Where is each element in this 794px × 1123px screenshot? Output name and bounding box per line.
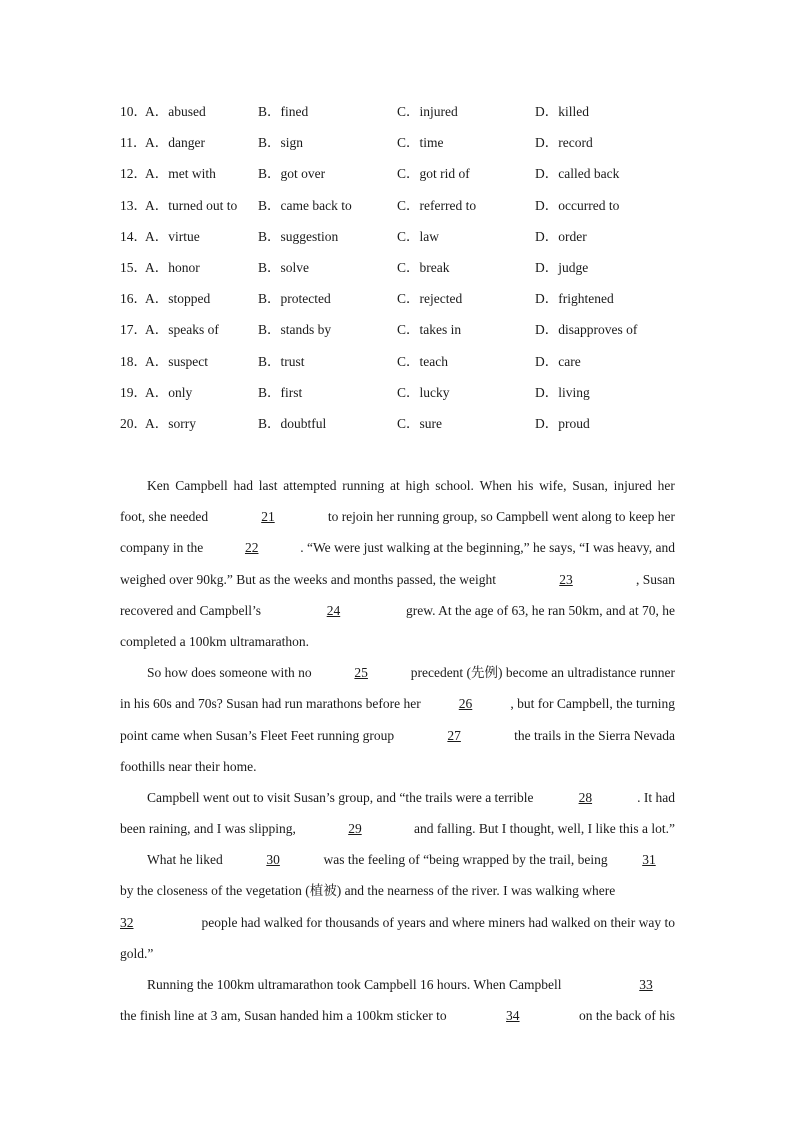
- answer-options-table: [120, 102, 680, 445]
- passage-text: by the closeness of the vegetation (植被) and the nearness of the river. I was walking where: [120, 883, 616, 899]
- option-c: C．got rid of: [397, 166, 470, 182]
- blank-31[interactable]: 31: [642, 852, 656, 868]
- option-a: A．only: [145, 384, 193, 400]
- passage-line: [120, 663, 675, 694]
- passage-word: Campbell: [175, 478, 228, 493]
- passage-text: . “We were just walking at the beginning,” he says, “I was heavy, and: [300, 540, 675, 556]
- option-d: D．living: [535, 384, 590, 400]
- option-b: B．doubtful: [258, 415, 327, 431]
- passage-text: grew. At the age of 63, he ran 50km, and at 70, he: [405, 602, 675, 618]
- passage-text: been raining, and I was slipping,: [120, 821, 296, 837]
- option-b: B．solve: [258, 259, 310, 275]
- passage-word: attempted: [283, 478, 337, 493]
- option-row: [120, 320, 680, 351]
- blank-34[interactable]: 34: [506, 1008, 520, 1024]
- question-number: 10．: [120, 104, 147, 119]
- passage-text: Campbell went out to visit Susan’s group, and “the trails were a terrible: [147, 789, 534, 805]
- passage-text: weighed over 90kg.” But as the weeks and months passed, the weight: [120, 571, 497, 587]
- blank-23[interactable]: 23: [559, 571, 573, 587]
- blank-33[interactable]: 33: [639, 977, 653, 992]
- passage-text: people had walked for thousands of years and where miners had walked on their way to: [201, 914, 675, 930]
- passage-line: [120, 476, 675, 507]
- blank-28[interactable]: 28: [578, 789, 593, 805]
- passage-line: [120, 694, 675, 725]
- option-d: D．care: [535, 353, 581, 369]
- passage-word: at: [389, 478, 400, 493]
- passage-text: Running the 100km ultramarathon took Campbell 16 hours. When Campbell: [147, 977, 562, 992]
- option-c: C．takes in: [397, 322, 462, 338]
- passage-line: [120, 632, 675, 663]
- passage-text: to rejoin her running group, so Campbell went along to keep her: [327, 509, 675, 525]
- option-b: B．got over: [258, 166, 326, 182]
- passage-text: So how does someone with no: [147, 665, 312, 681]
- option-b: B．protected: [258, 291, 331, 307]
- passage-word: Ken: [147, 478, 170, 493]
- option-d: D．killed: [535, 104, 589, 119]
- passage-line: [120, 726, 675, 757]
- passage-word: running: [342, 478, 385, 493]
- option-a: A．danger: [145, 135, 205, 151]
- question-number: 18．: [120, 353, 147, 369]
- passage-line: [120, 1006, 675, 1037]
- passage-text: and falling. But I thought, well, I like this a lot.”: [414, 821, 675, 837]
- passage-line: [120, 757, 675, 788]
- option-b: B．sign: [258, 135, 304, 151]
- question-number: 14．: [120, 228, 147, 244]
- option-b: B．came back to: [258, 197, 352, 213]
- passage-line: [120, 944, 675, 975]
- option-row: [120, 133, 680, 164]
- option-d: D．order: [535, 228, 587, 244]
- option-row: [120, 289, 680, 320]
- passage-text: completed a 100km ultramarathon.: [120, 633, 309, 649]
- option-row: [120, 227, 680, 258]
- passage-line: [120, 913, 675, 944]
- cloze-passage: [120, 476, 675, 1037]
- option-d: D．record: [535, 135, 593, 151]
- passage-line: [120, 507, 675, 538]
- passage-text: the finish line at 3 am, Susan handed him a 100km sticker to: [120, 1008, 447, 1024]
- option-d: D．judge: [535, 259, 589, 275]
- option-c: C．referred to: [397, 197, 477, 213]
- question-number: 19．: [120, 384, 147, 400]
- option-c: C．law: [397, 228, 439, 244]
- blank-25[interactable]: 25: [354, 665, 368, 681]
- passage-text: , but for Campbell, the turning: [510, 696, 675, 712]
- option-b: B．fined: [258, 104, 309, 119]
- passage-text: What he liked: [147, 852, 223, 868]
- passage-text: point came when Susan’s Fleet Feet running group: [120, 727, 395, 743]
- passage-line: [120, 850, 675, 881]
- option-a: A．stopped: [145, 291, 211, 307]
- option-a: A．virtue: [145, 228, 200, 244]
- option-row: [120, 352, 680, 383]
- option-row: [120, 102, 680, 133]
- passage-text: , Susan: [635, 571, 675, 587]
- option-b: B．suggestion: [258, 228, 339, 244]
- option-a: A．turned out to: [145, 197, 238, 213]
- option-c: C．break: [397, 259, 450, 275]
- blank-30[interactable]: 30: [266, 852, 280, 868]
- passage-line: [120, 788, 675, 819]
- option-a: A．suspect: [145, 353, 208, 369]
- passage-text: foothills near their home.: [120, 758, 257, 774]
- blank-29[interactable]: 29: [348, 821, 362, 837]
- option-c: C．teach: [397, 353, 448, 369]
- option-b: B．first: [258, 384, 303, 400]
- blank-27[interactable]: 27: [447, 727, 461, 743]
- question-number: 17．: [120, 322, 147, 338]
- passage-word: When: [479, 478, 512, 493]
- option-a: A．speaks of: [145, 322, 219, 338]
- passage-word: her: [657, 478, 675, 493]
- blank-22[interactable]: 22: [244, 540, 259, 556]
- passage-text: was the feeling of “being wrapped by the trail, being: [323, 852, 608, 868]
- option-row: [120, 414, 680, 445]
- option-c: C．injured: [397, 104, 458, 119]
- passage-line: [120, 570, 675, 601]
- option-row: [120, 258, 680, 289]
- passage-text: on the back of his: [579, 1008, 675, 1024]
- option-d: D．frightened: [535, 291, 614, 307]
- passage-text: company in the: [120, 540, 204, 556]
- option-a: A．sorry: [145, 415, 196, 431]
- option-c: C．lucky: [397, 384, 450, 400]
- option-d: D．called back: [535, 166, 620, 182]
- option-c: C．sure: [397, 415, 442, 431]
- passage-word: Susan,: [572, 478, 608, 493]
- passage-line: [120, 881, 675, 912]
- blank-21[interactable]: 21: [261, 509, 275, 525]
- option-c: C．rejected: [397, 291, 463, 307]
- passage-word: last: [258, 478, 278, 493]
- question-number: 16．: [120, 291, 147, 307]
- passage-text: gold.”: [120, 945, 154, 961]
- option-a: A．met with: [145, 166, 216, 182]
- passage-text: foot, she needed: [120, 509, 209, 525]
- question-number: 12．: [120, 166, 147, 182]
- passage-line: [120, 819, 675, 850]
- option-c: C．time: [397, 135, 444, 151]
- option-a: A．abused: [145, 104, 206, 119]
- option-d: D．disapproves of: [535, 322, 638, 338]
- passage-line: [120, 975, 675, 1006]
- passage-word: school.: [435, 478, 474, 493]
- passage-text: the trails in the Sierra Nevada: [514, 727, 675, 743]
- question-number: 20．: [120, 415, 147, 431]
- option-d: D．proud: [535, 415, 590, 431]
- option-b: B．trust: [258, 353, 305, 369]
- blank-24[interactable]: 24: [326, 602, 341, 618]
- passage-line: [120, 538, 675, 569]
- passage-word: wife,: [539, 478, 567, 493]
- blank-26[interactable]: 26: [458, 696, 473, 712]
- question-number: 11．: [120, 135, 147, 151]
- passage-word: his: [517, 478, 534, 493]
- passage-word: high: [405, 478, 430, 493]
- blank-32[interactable]: 32: [120, 914, 134, 930]
- passage-text: precedent (先例) become an ultradistance runner: [410, 665, 675, 681]
- option-b: B．stands by: [258, 322, 332, 338]
- question-number: 13．: [120, 197, 147, 213]
- passage-word: had: [233, 478, 253, 493]
- question-number: 15．: [120, 259, 147, 275]
- passage-text: . It had: [637, 789, 675, 805]
- passage-text: in his 60s and 70s? Susan had run marathons before her: [120, 696, 421, 712]
- passage-word: injured: [613, 478, 652, 493]
- option-a: A．honor: [145, 259, 200, 275]
- option-d: D．occurred to: [535, 197, 620, 213]
- option-row: [120, 196, 680, 227]
- passage-line: [120, 601, 675, 632]
- passage-text: recovered and Campbell’s: [120, 602, 261, 618]
- option-row: [120, 383, 680, 414]
- option-row: [120, 164, 680, 195]
